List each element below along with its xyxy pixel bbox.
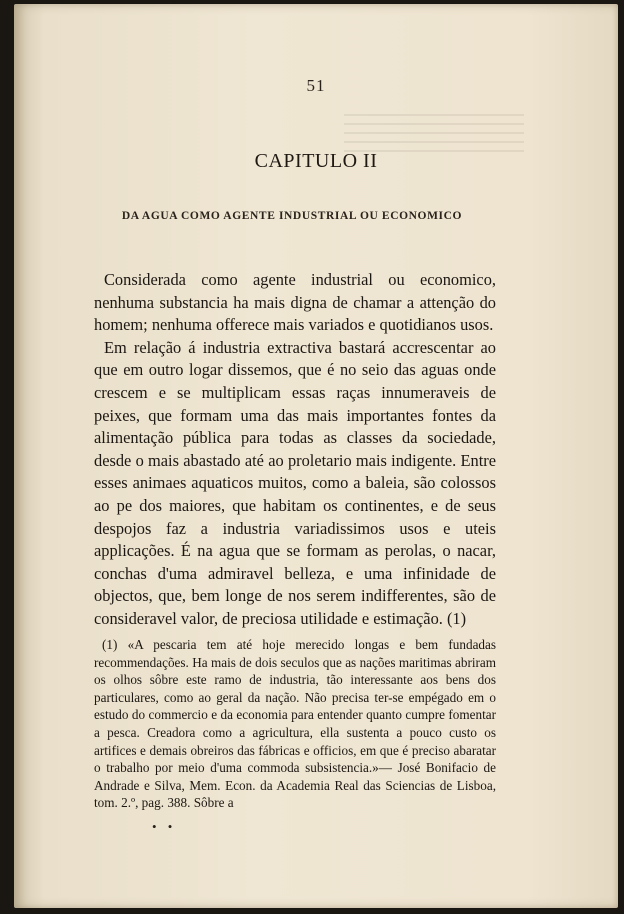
- chapter-subtitle: DA AGUA COMO AGENTE INDUSTRIAL OU ECONOMICO: [121, 210, 463, 222]
- book-page: [14, 4, 618, 908]
- footnote: [94, 636, 496, 812]
- show-through-text: [344, 114, 524, 154]
- footnote-text: (1) «A pescaria tem até hoje merecido longas e bem fundadas recommendações. Ha mais de dois seculos que as nações maritimas abriram os olhos sôbre este ramo de industria, tão interessante aos bens dos particulares, como ao geral da nação. Não precisa ter-se empégado em o estudo do commercio e da economia para entender quanto cumpre fomentar a pesca. Creadora como a agricultura, ella sustenta a pouco custo os artifices e demais obreiros das fábricas e officios, em que é preciso abaratar o trabalho por meio d'uma commoda subsistencia.»— José Bonifacio de Andrade e Silva, Mem. Econ. da Academia Real das Sciencias de Lisboa, tom. 2.º, pag. 388. Sôbre a: [94, 637, 496, 811]
- signature-mark: • •: [152, 819, 177, 834]
- paragraph: Em relação á industria extractiva bastará accrescentar ao que em outro logar dissemos, que é no seio das aguas onde crescem e se multiplicam essas raças innumeraveis de peixes, que formam uma das mais importantes fontes da alimentação pública para todas as classes da sociedade, desde o mais abastado até ao proletario mais indigente. Entre esses animaes aquaticos muitos, como a baleia, são colossos ao pe dos maiores, que habitam os continentes, e de seus despojos faz a industria variadissimos usos e uteis applicações. É na agua que se formam as perolas, o nacar, conchas d'uma admiravel belleza, e uma infinidade de objectos, que, bem longe de nos serem indifferentes, são de consideravel valor, de preciosa utilidade e estimação. (1): [94, 337, 496, 628]
- body-text: [94, 269, 496, 631]
- chapter-title: CAPITULO II: [254, 150, 378, 172]
- page-number: 51: [306, 76, 326, 95]
- paragraph: Considerada como agente industrial ou economico, nenhuma substancia ha mais digna de chamar a attenção do homem; nenhuma offerece mais variados e quotidianos usos.: [94, 270, 496, 335]
